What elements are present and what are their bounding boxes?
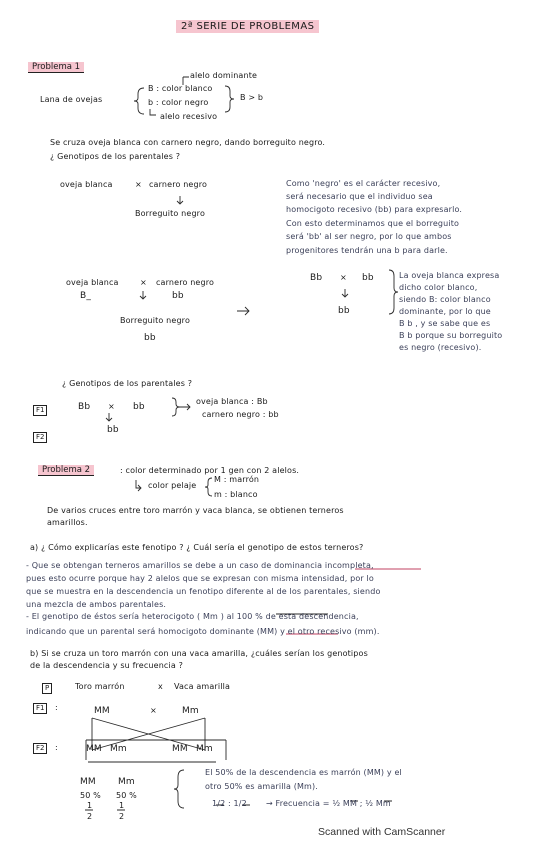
frac-num: 1: [119, 801, 125, 810]
problem-2-tag: Problema 2: [38, 465, 94, 476]
pct-Mm: 50 %: [116, 791, 137, 800]
p-box-label: P: [42, 683, 52, 694]
f2-box-label: F2: [33, 432, 47, 443]
allele-B-line: B : color blanco: [148, 84, 213, 93]
cross-x: x: [158, 682, 163, 691]
f1-ram-genotype: carnero negro : bb: [202, 410, 279, 419]
allele-recessive-label: alelo recesivo: [160, 112, 218, 121]
cross-parent-a: Bb: [310, 273, 323, 283]
frac-den: 2: [119, 812, 125, 821]
conclusion-line-2: otro 50% es amarilla (Mm).: [205, 782, 318, 791]
f1-box-label: F1: [33, 405, 47, 416]
f2-box-label-2: F2: [33, 743, 47, 754]
f1-ewe-genotype: oveja blanca : Bb: [196, 397, 268, 406]
result-MM: MM: [80, 777, 96, 787]
f1-left-genotype: MM: [94, 706, 110, 716]
allele-dominant-label: alelo dominante: [190, 71, 258, 80]
scanner-watermark: Scanned with CamScanner: [318, 826, 446, 838]
f2-item: Mm: [196, 744, 213, 754]
cross-parent-b: bb: [362, 273, 374, 283]
problem-2-text-2: amarillos.: [47, 518, 88, 527]
f2-item: MM: [172, 744, 188, 754]
question-genotypes-2: ¿ Genotipos de los parentales ?: [62, 379, 193, 388]
ram-label-2: carnero negro: [156, 278, 215, 287]
frac-den: 2: [87, 812, 93, 821]
f1-box-label-2: F1: [33, 703, 47, 714]
ewe-genotype: B_: [80, 291, 91, 301]
problem-2-intro: : color determinado por 1 gen con 2 alelos.: [120, 466, 300, 475]
cow-label: Vaca amarilla: [174, 682, 231, 691]
problem-1-tag: Problema 1: [28, 62, 84, 73]
ewe-label-2: oveja blanca: [66, 278, 119, 287]
allele-M-line: M : marrón: [214, 475, 260, 484]
f1-parent-a: Bb: [78, 402, 91, 412]
ewe-label: oveja blanca: [60, 180, 113, 189]
bull-label: Toro marrón: [75, 682, 125, 691]
ram-genotype: bb: [172, 291, 184, 301]
ratio: 1/2 : 1/2: [212, 799, 247, 808]
lamb-label-2: Borreguito negro: [120, 316, 190, 325]
f1-right-genotype: Mm: [182, 706, 199, 716]
pelt-label: color pelaje: [148, 481, 197, 490]
conclusion-line-1: El 50% de la descendencia es marrón (MM) y el: [205, 768, 402, 777]
f2-item: Mm: [110, 744, 127, 754]
f1-child: bb: [107, 425, 119, 435]
frac-num: 1: [87, 801, 93, 810]
ram-label: carnero negro: [149, 180, 208, 189]
wool-label: Lana de ovejas: [40, 95, 103, 104]
frequency: → Frecuencia = ½ MM ; ½ Mm: [266, 799, 391, 808]
allele-b-line: b : color negro: [148, 98, 209, 107]
f1-parent-b: bb: [133, 402, 145, 412]
lamb-genotype: bb: [144, 333, 156, 343]
pct-MM: 50 %: [80, 791, 101, 800]
result-Mm: Mm: [118, 777, 135, 787]
page-title: 2ª SERIE DE PROBLEMAS: [176, 20, 319, 33]
allele-m-line: m : blanco: [214, 490, 258, 499]
problem-2-text-1: De varios cruces entre toro marrón y vaca blanca, se obtienen terneros: [47, 506, 344, 515]
f2-item: MM: [86, 744, 102, 754]
lamb-label: Borreguito negro: [135, 209, 205, 218]
question-genotypes-1: ¿ Genotipos de los parentales ?: [50, 152, 181, 161]
question-a: a) ¿ Cómo explicarías este fenotipo ? ¿ Cuál sería el genotipo de estos terneros?: [30, 543, 364, 552]
cross-statement: Se cruza oveja blanca con carnero negro, dando borreguito negro.: [50, 138, 326, 147]
dominance-relation: B > b: [240, 93, 264, 102]
cross-child: bb: [338, 306, 350, 316]
